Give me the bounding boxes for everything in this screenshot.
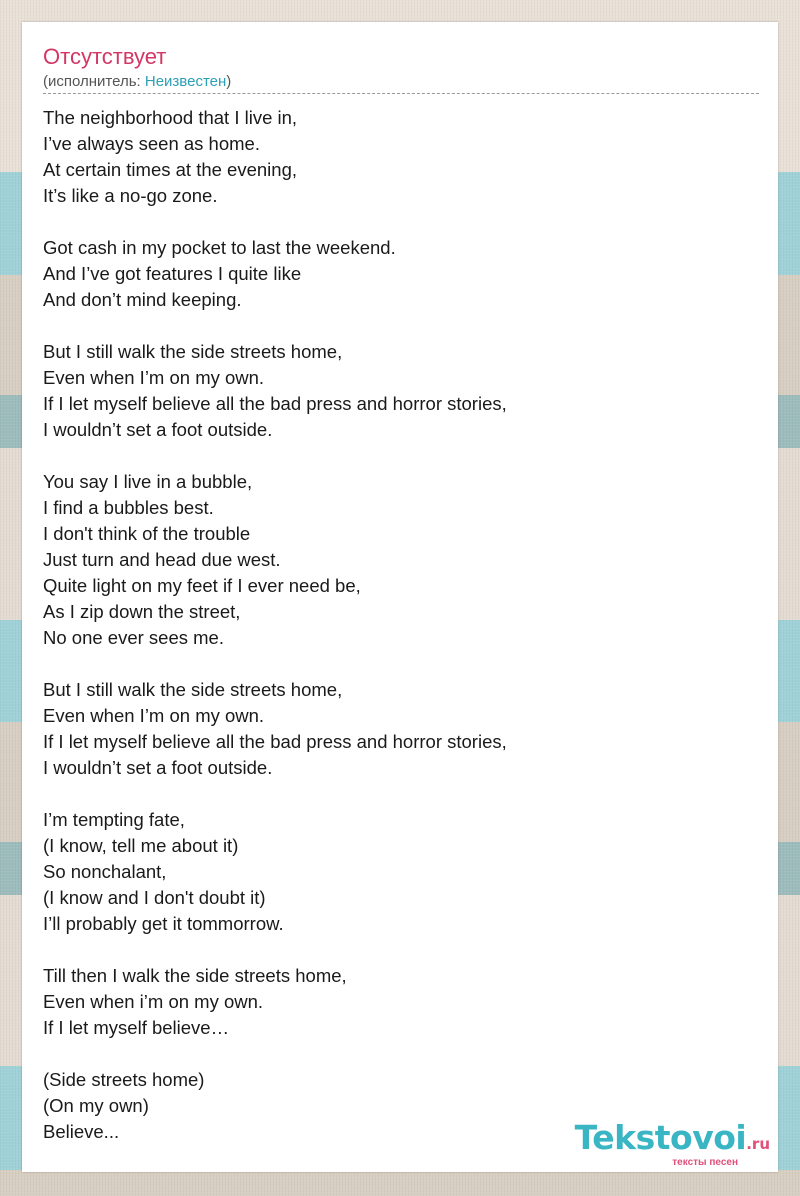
- lyrics-line: (I know, tell me about it): [43, 835, 239, 856]
- lyrics-line: (On my own): [43, 1095, 149, 1116]
- lyrics-body: [43, 105, 507, 1171]
- lyrics-line: I’ll probably get it tommorrow.: [43, 913, 284, 934]
- lyrics-card: [22, 22, 778, 1172]
- lyrics-stanza: [43, 105, 507, 209]
- lyrics-line: Till then I walk the side streets home,: [43, 965, 347, 986]
- lyrics-line: Just turn and head due west.: [43, 549, 281, 570]
- lyrics-line: At certain times at the evening,: [43, 159, 297, 180]
- lyrics-line: But I still walk the side streets home,: [43, 341, 343, 362]
- song-title: Отсутствует: [43, 44, 167, 69]
- lyrics-line: As I zip down the street,: [43, 601, 241, 622]
- lyrics-line: If I let myself believe all the bad press and horror stories,: [43, 731, 507, 752]
- logo-wordmark: [574, 1118, 770, 1161]
- lyrics-stanza: [43, 235, 507, 313]
- lyrics-stanza: [43, 1067, 507, 1145]
- title-divider: [43, 93, 759, 94]
- lyrics-line: I find a bubbles best.: [43, 497, 214, 518]
- lyrics-line: Quite light on my feet if I ever need be,: [43, 575, 361, 596]
- lyrics-line: Believe...: [43, 1121, 120, 1142]
- lyrics-stanza: [43, 339, 507, 443]
- lyrics-line: It’s like a no-go zone.: [43, 185, 218, 206]
- lyrics-line: Even when i’m on my own.: [43, 991, 264, 1012]
- lyrics-line: I don't think of the trouble: [43, 523, 251, 544]
- site-logo[interactable]: [574, 1118, 770, 1168]
- logo-main-text: Tekstovoi: [574, 1118, 747, 1157]
- lyrics-line: (I know and I don't doubt it): [43, 887, 266, 908]
- lyrics-line: Even when I’m on my own.: [43, 705, 265, 726]
- lyrics-line: Even when I’m on my own.: [43, 367, 265, 388]
- lyrics-line: I’m tempting fate,: [43, 809, 185, 830]
- lyrics-stanza: [43, 963, 507, 1041]
- lyrics-line: I’ve always seen as home.: [43, 133, 260, 154]
- lyrics-line: And I’ve got features I quite like: [43, 263, 302, 284]
- lyrics-line: And don’t mind keeping.: [43, 289, 242, 310]
- artist-line: [43, 73, 231, 91]
- lyrics-line: I wouldn’t set a foot outside.: [43, 419, 273, 440]
- lyrics-line: I wouldn’t set a foot outside.: [43, 757, 273, 778]
- lyrics-line: (Side streets home): [43, 1069, 205, 1090]
- lyrics-stanza: [43, 807, 507, 937]
- lyrics-stanza: [43, 469, 507, 651]
- logo-domain: .ru: [746, 1135, 770, 1153]
- lyrics-stanza: [43, 677, 507, 781]
- lyrics-line: No one ever sees me.: [43, 627, 224, 648]
- lyrics-line: Got cash in my pocket to last the weekend.: [43, 237, 396, 258]
- artist-prefix: (исполнитель:: [43, 73, 145, 90]
- lyrics-line: You say I live in a bubble,: [43, 471, 253, 492]
- lyrics-line: But I still walk the side streets home,: [43, 679, 343, 700]
- artist-link[interactable]: Неизвестен: [144, 73, 227, 90]
- logo-subtitle: тексты песен: [672, 1157, 738, 1168]
- lyrics-line: The neighborhood that I live in,: [43, 107, 298, 128]
- artist-suffix: ): [226, 73, 232, 90]
- lyrics-line: So nonchalant,: [43, 861, 167, 882]
- lyrics-line: If I let myself believe all the bad press and horror stories,: [43, 393, 507, 414]
- lyrics-line: If I let myself believe…: [43, 1017, 230, 1038]
